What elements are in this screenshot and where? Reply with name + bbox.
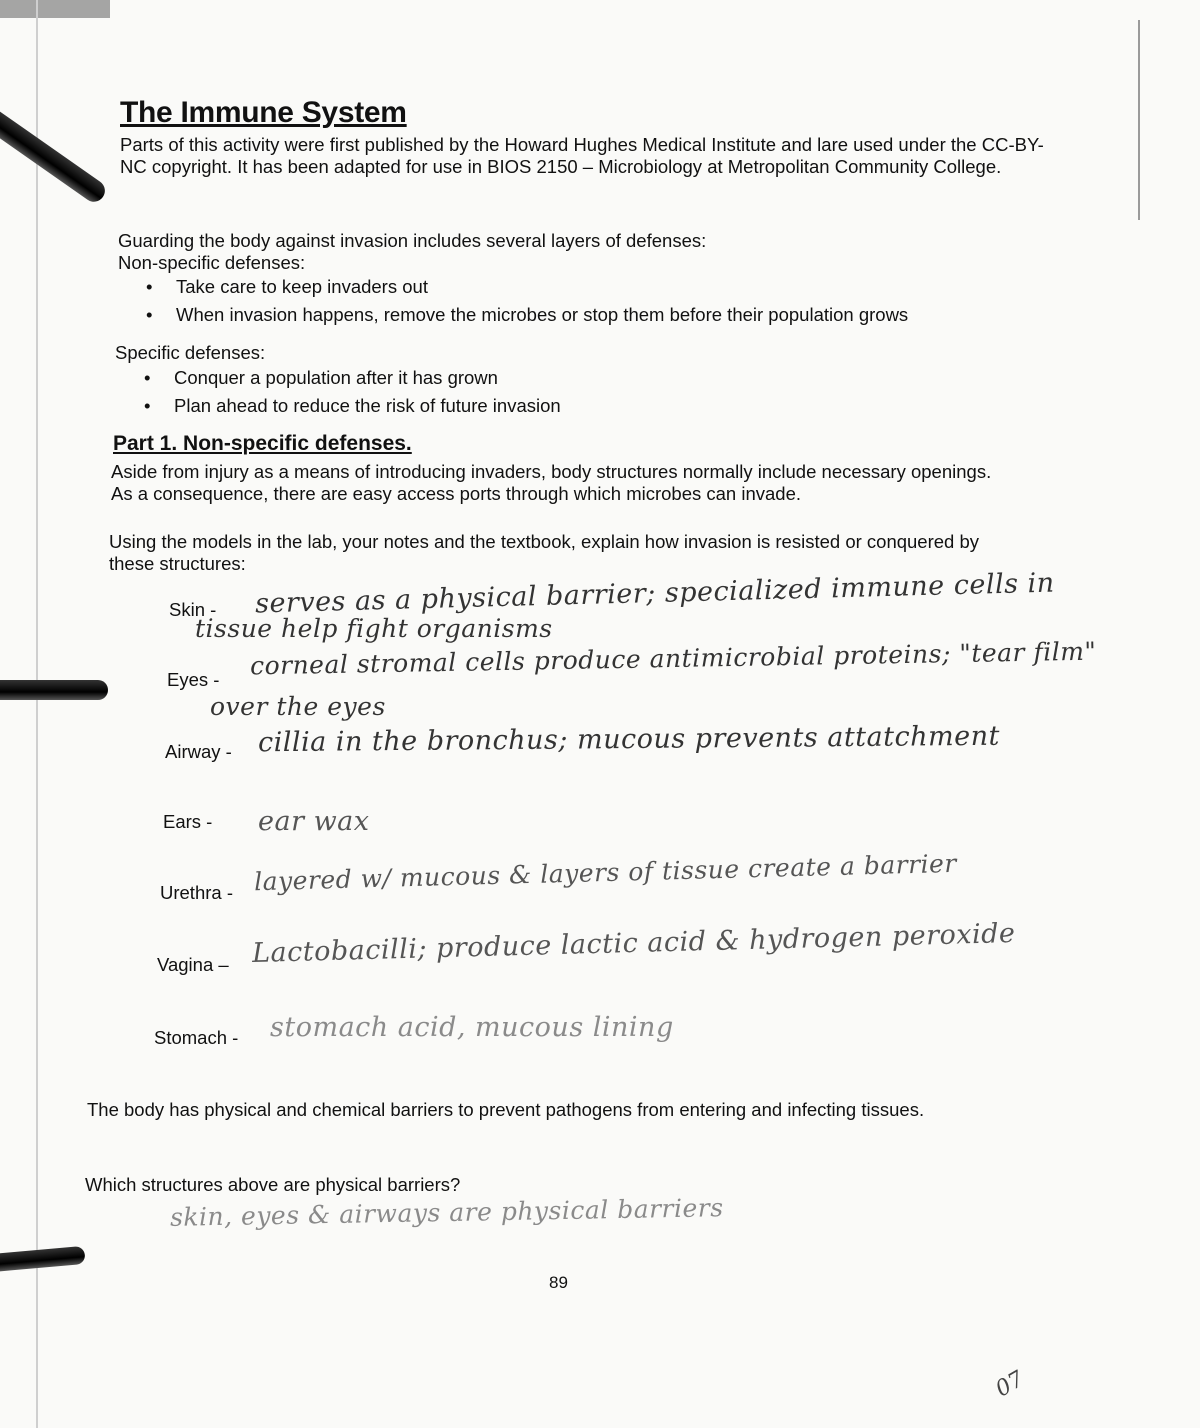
corner-mark: 07 (991, 1366, 1029, 1403)
part1-aside: Aside from injury as a means of introducing invaders, body structures normally include necessary openings. As a consequence, there are easy access ports through which microbes can invade. (111, 461, 992, 504)
skin-answer: serves as a physical barrier; specialized immune cells in (254, 567, 1055, 620)
skin-answer-cont: tissue help fight organisms (195, 614, 553, 643)
question-answer: skin, eyes & airways are physical barriers (169, 1193, 724, 1232)
eyes-answer-cont: over the eyes (210, 692, 386, 721)
page-title: The Immune System (120, 96, 407, 129)
specific-list (144, 367, 561, 417)
part1-prompt: Using the models in the lab, your notes and the textbook, explain how invasion is resisted or conquered by these structures: (109, 531, 980, 574)
vagina-answer: Lactobacilli; produce lactic acid & hydrogen peroxide (251, 918, 1016, 969)
scan-edge-line (1138, 20, 1140, 220)
bullet-icon: • (146, 276, 153, 297)
scan-blot (0, 0, 110, 18)
bullet-icon: • (146, 304, 153, 325)
airway-answer: cillia in the bronchus; mucous prevents attatchment (257, 720, 1000, 759)
binder-ring (0, 680, 108, 700)
intro-paragraph: Parts of this activity were first published by the Howard Hughes Medical Institute and lare used under the CC-BY-NC copyright. It has been adapted for use in BIOS 2150 – Microbiology at Metropolitan Community College. (120, 134, 1044, 177)
stomach-answer: stomach acid, mucous lining (270, 1012, 674, 1043)
urethra-answer: layered w/ mucous & layers of tissue create a barrier (253, 848, 958, 897)
list-item: • Take care to keep invaders out (146, 276, 428, 297)
question-text: Which structures above are physical barriers? (85, 1174, 461, 1195)
ears-label: Ears - (163, 811, 213, 832)
binder-ring (0, 102, 109, 206)
part1-heading: Part 1. Non-specific defenses. (113, 432, 412, 455)
stomach-label: Stomach - (154, 1027, 239, 1048)
vagina-label: Vagina – (157, 954, 229, 975)
skin-label: Skin - (169, 599, 217, 620)
binder-ring (0, 1246, 86, 1272)
specific-heading: Specific defenses: (115, 342, 266, 363)
ears-answer: ear wax (258, 806, 370, 837)
list-item: • Conquer a population after it has grown (144, 367, 498, 388)
eyes-label: Eyes - (167, 669, 220, 690)
urethra-label: Urethra - (160, 882, 233, 903)
barriers-paragraph: The body has physical and chemical barriers to prevent pathogens from entering and infecting tissues. (87, 1099, 925, 1120)
bullet-icon: • (144, 367, 151, 388)
nonspecific-list (146, 276, 908, 326)
nonspecific-heading: Non-specific defenses: (118, 252, 306, 273)
list-item: • When invasion happens, remove the microbes or stop them before their population grows (146, 304, 909, 325)
eyes-answer: corneal stromal cells produce antimicrobial proteins; "tear film" (249, 636, 1097, 681)
page-number: 89 (549, 1273, 568, 1292)
airway-label: Airway - (165, 741, 232, 762)
guarding-text: Guarding the body against invasion includes several layers of defenses: (118, 230, 707, 251)
bullet-icon: • (144, 395, 151, 416)
page-edge (36, 0, 38, 1428)
list-item: • Plan ahead to reduce the risk of future invasion (144, 395, 561, 416)
